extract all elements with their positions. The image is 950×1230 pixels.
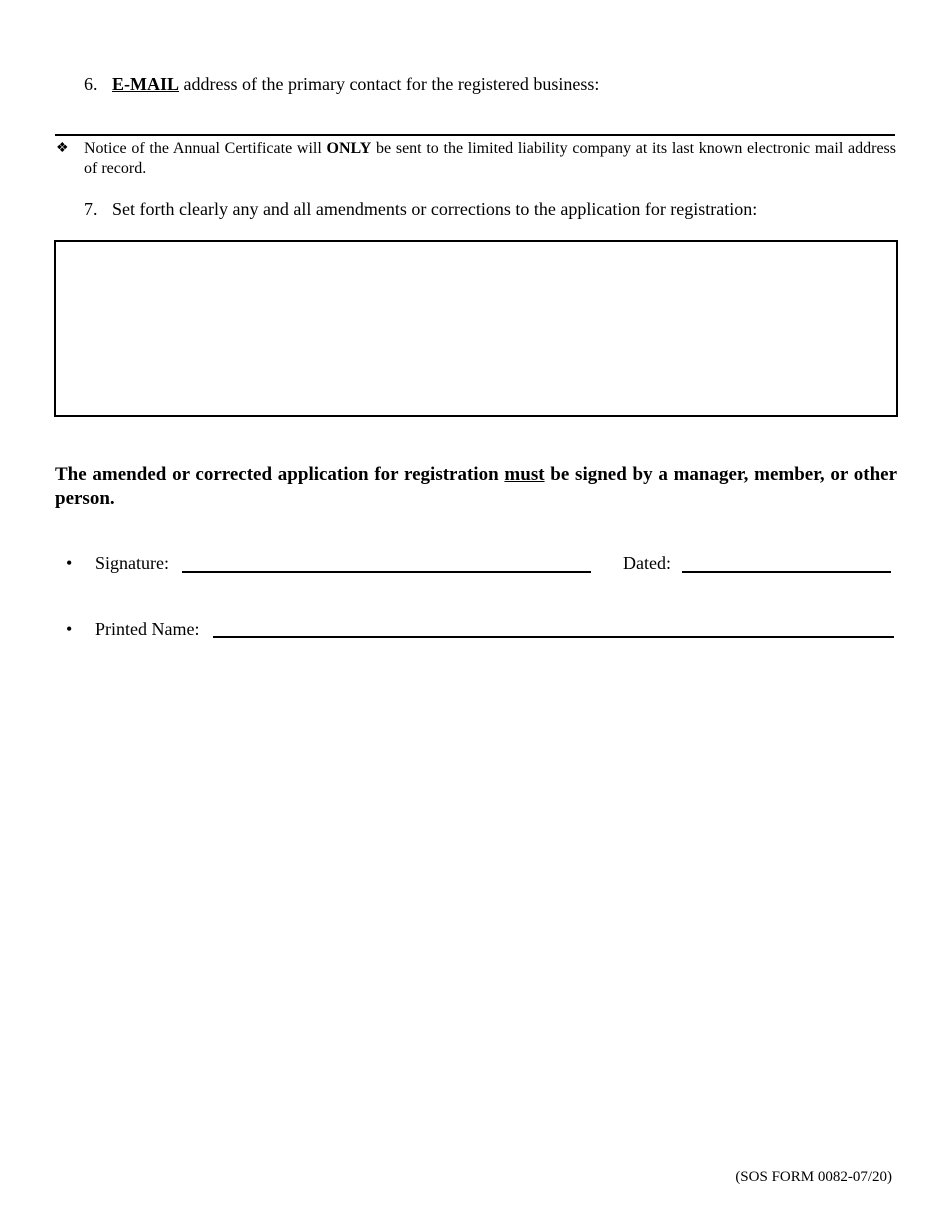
signature-note-before: The amended or corrected application for registration <box>55 464 505 485</box>
item-6-text: address of the primary contact for the registered business: <box>179 74 600 94</box>
item-7-number: 7. <box>84 199 98 219</box>
item-7-text: Set forth clearly any and all amendments or corrections to the application for registration: <box>112 199 758 219</box>
notice-text-after: be sent to the limited liability company at its last known electronic mail address of record. <box>84 140 896 177</box>
dated-line[interactable] <box>682 571 891 573</box>
form-id: (SOS FORM 0082-07/20) <box>735 1169 892 1185</box>
item-6-email <box>84 74 599 95</box>
annual-certificate-notice <box>56 139 896 179</box>
item-6-number: 6. <box>84 74 98 94</box>
printed-name-label: Printed Name: <box>95 619 200 639</box>
item-6-keyword: E-MAIL <box>112 74 179 94</box>
notice-text-before: Notice of the Annual Certificate will <box>84 140 327 157</box>
printed-name-line[interactable] <box>213 636 894 638</box>
signature-label: Signature: <box>95 553 169 573</box>
notice-emphasis: ONLY <box>326 140 372 157</box>
email-entry-line[interactable] <box>55 134 895 136</box>
signature-note-emphasis: must <box>504 464 545 485</box>
diamond-bullet-icon: ❖ <box>56 141 69 156</box>
signature-requirement-note <box>55 463 897 511</box>
amendments-text-box[interactable] <box>54 240 898 417</box>
item-7-amendments <box>84 199 757 220</box>
bullet-icon: • <box>66 553 73 573</box>
dated-label: Dated: <box>623 553 671 573</box>
signature-line[interactable] <box>182 571 591 573</box>
bullet-icon: • <box>66 619 73 639</box>
signature-note-after: be signed by a manager, member, or other person. <box>55 464 898 509</box>
